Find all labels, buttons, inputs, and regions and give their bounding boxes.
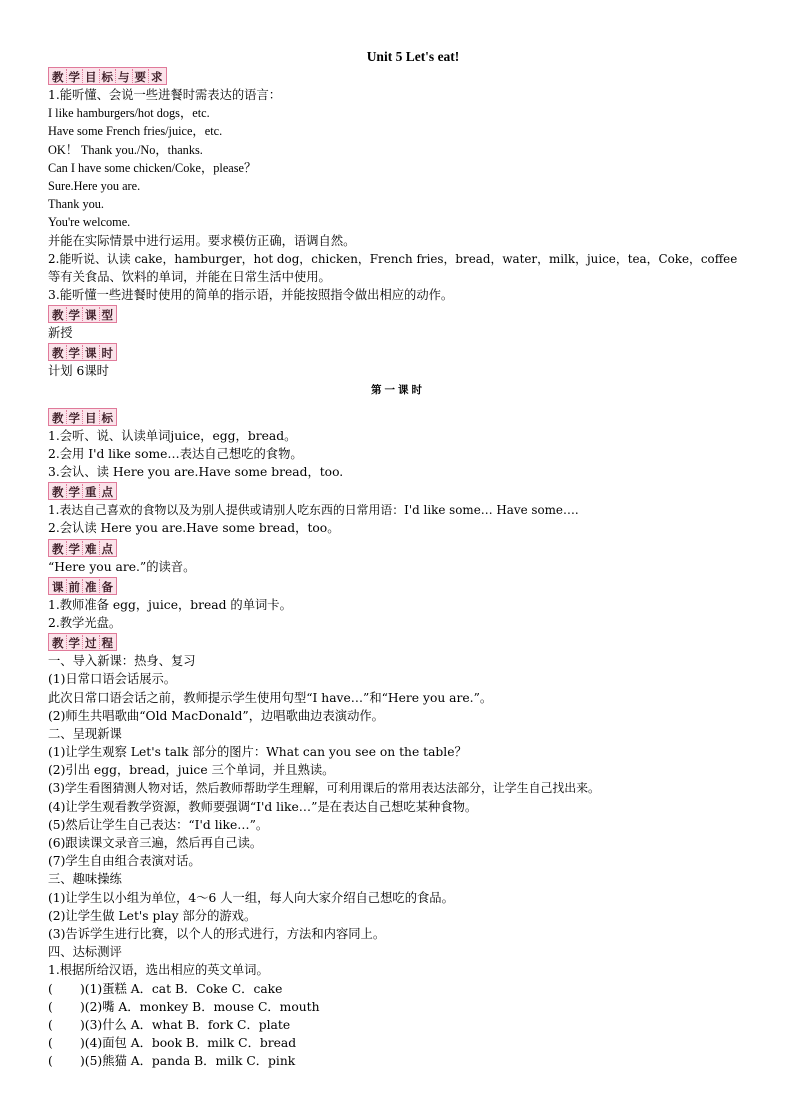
goal-line: You're welcome. — [48, 215, 131, 230]
quiz-text: )(5)熊猫 A．panda B．milk C．pink — [80, 1054, 296, 1069]
key-point-line: 1.表达自己喜欢的食物以及为别人提供或请别人吃东西的日常用语：I'd like some… Have some…. — [48, 503, 579, 518]
answer-blank[interactable]: ( — [48, 999, 53, 1014]
quiz-item — [48, 1052, 748, 1070]
tag-char: 准 — [83, 579, 100, 595]
tag-char: 课 — [83, 307, 100, 323]
tag-char: 学 — [67, 307, 84, 323]
section-tag-difficult — [48, 539, 117, 557]
tag-char: 学 — [67, 69, 84, 85]
goal-line: 3.能听懂一些进餐时使用的简单的指示语，并能按照指令做出相应的动作。 — [48, 288, 454, 303]
tag-char: 目 — [83, 69, 100, 85]
quiz-text: )(2)嘴 A．monkey B．mouse C．mouth — [80, 999, 320, 1014]
tag-char: 教 — [50, 69, 67, 85]
process-line: (6)跟读课文录音三遍，然后再自己读。 — [48, 836, 263, 850]
tag-char: 前 — [67, 579, 84, 595]
goal-line: I like hamburgers/hot dogs，etc. — [48, 106, 210, 121]
tag-char: 教 — [50, 484, 67, 500]
process-line: (2)引出 egg，bread，juice 三个单词，并且熟读。 — [48, 763, 335, 778]
quiz-text: )(3)什么 A．what B．fork C．plate — [80, 1017, 291, 1032]
process-line: 三、趣味操练 — [48, 872, 122, 887]
tag-char: 教 — [50, 410, 67, 426]
quiz-text: )(1)蛋糕 A．cat B．Coke C．cake — [80, 981, 283, 996]
tag-char: 教 — [50, 307, 67, 323]
section-tag-type — [48, 305, 117, 323]
section-tag-process — [48, 633, 117, 651]
tag-char: 要 — [133, 69, 150, 85]
section-tag-prep — [48, 577, 117, 595]
tag-char: 学 — [67, 484, 84, 500]
tag-char: 学 — [67, 345, 84, 361]
process-line: 二、呈现新课 — [48, 726, 122, 741]
process-line: 1.根据所给汉语，选出相应的英文单词。 — [48, 963, 269, 978]
goal-line: Sure.Here you are. — [48, 178, 141, 193]
tag-char: 教 — [50, 541, 67, 557]
prep-line: 1.教师准备 egg，juice，bread 的单词卡。 — [48, 597, 292, 612]
tag-char: 学 — [67, 635, 84, 651]
tag-char: 课 — [83, 345, 100, 361]
tag-char: 程 — [101, 636, 113, 651]
process-line: (3)学生看图猜测人物对话，然后教师帮助学生理解，可利用课后的常用表达法部分，让学生自己找出来。 — [48, 781, 600, 796]
quiz-text: )(4)面包 A．book B．milk C．bread — [80, 1036, 297, 1051]
tag-char: 过 — [83, 635, 100, 651]
tag-char: 标 — [100, 69, 117, 85]
goal-line: 2.能听说、认读 cake，hamburger，hot dog，chicken，French fries，bread，water，milk，juice，tea，Coke，coffee — [48, 251, 738, 266]
tag-char: 与 — [116, 69, 133, 85]
process-line: (2)让学生做 Let's play 部分的游戏。 — [48, 908, 257, 923]
section-tag-lesson-goals — [48, 408, 117, 426]
goal-line: 并能在实际情景中进行运用。要求模仿正确，语调自然。 — [48, 233, 356, 248]
document-title: Unit 5 Let's eat! — [366, 49, 460, 64]
tag-char: 点 — [101, 541, 113, 556]
answer-blank[interactable]: ( — [48, 1036, 53, 1051]
quiz-item — [48, 1034, 748, 1052]
process-line: 一、导入新课：热身、复习 — [48, 654, 196, 669]
process-line: (2)师生共唱歌曲“Old MacDonald”，边唱歌曲边表演动作。 — [48, 708, 384, 723]
tag-char: 点 — [101, 485, 113, 500]
process-line: (4)让学生观看教学资源，教师要强调“I'd like…”是在表达自己想吃某种食物。 — [48, 799, 478, 814]
quiz-item — [48, 998, 748, 1016]
quiz-item — [48, 1016, 748, 1034]
tag-char: 备 — [101, 579, 113, 594]
difficult-point-line: “Here you are.”的读音。 — [48, 559, 196, 574]
answer-blank[interactable]: ( — [48, 1017, 53, 1032]
tag-char: 学 — [67, 541, 84, 557]
process-line: 四、达标测评 — [48, 945, 122, 960]
key-point-line: 2.会认读 Here you are.Have some bread，too。 — [48, 521, 340, 536]
tag-char: 难 — [83, 541, 100, 557]
tag-char: 型 — [101, 308, 113, 323]
process-line: (1)让学生观察 Let's talk 部分的图片：What can you see on the table？ — [48, 745, 467, 760]
process-line: (1)让学生以小组为单位，4～6 人一组，每人向大家介绍自己想吃的食品。 — [48, 890, 454, 905]
section-tag-key-points — [48, 482, 117, 500]
quiz-item — [48, 980, 748, 998]
goal-line: OK！ Thank you./No，thanks. — [48, 142, 203, 157]
goal-line: 1.能听懂、会说一些进餐时需表达的语言： — [48, 88, 282, 102]
process-line: 此次日常口语会话之前，教师提示学生使用句型“I have…”和“Here you are.”。 — [48, 690, 493, 705]
tag-char: 学 — [67, 410, 84, 426]
lesson-goal-line: 2.会用 I'd like some…表达自己想吃的食物。 — [48, 446, 303, 461]
process-line: (5)然后让学生自己表达：“I'd like…”。 — [48, 817, 269, 832]
goal-line: Thank you. — [48, 197, 105, 212]
answer-blank[interactable]: ( — [48, 981, 53, 996]
tag-char: 标 — [101, 410, 113, 425]
process-line: (1)日常口语会话展示。 — [48, 672, 177, 687]
tag-char: 教 — [50, 635, 67, 651]
goal-line: 等有关食品、饮料的单词，并能在日常生活中使用。 — [48, 269, 331, 284]
lesson-title: 第一课时 — [371, 383, 425, 396]
section-tag-goals — [48, 67, 167, 85]
goal-line: Can I have some chicken/Coke，please？ — [48, 160, 257, 175]
tag-char: 课 — [50, 579, 67, 595]
prep-line: 2.教学光盘。 — [48, 615, 122, 630]
answer-blank[interactable]: ( — [48, 1054, 53, 1069]
process-line: (3)告诉学生进行比赛，以个人的形式进行，方法和内容同上。 — [48, 926, 386, 941]
process-line: (7)学生自由组合表演对话。 — [48, 854, 201, 869]
document-page — [48, 48, 748, 1070]
tag-char: 求 — [151, 70, 163, 84]
tag-char: 时 — [101, 346, 113, 361]
lesson-goal-line: 3.会认、读 Here you are.Have some bread，too. — [48, 465, 344, 479]
lesson-goal-line: 1.会听、说、认读单词juice，egg，bread。 — [48, 428, 297, 443]
goal-line: Have some French fries/juice，etc. — [48, 124, 223, 139]
type-value: 新授 — [48, 326, 73, 341]
tag-char: 目 — [83, 410, 100, 426]
tag-char: 重 — [83, 484, 100, 500]
hours-value: 计划 6课时 — [48, 364, 109, 379]
tag-char: 教 — [50, 345, 67, 361]
section-tag-hours — [48, 343, 117, 361]
